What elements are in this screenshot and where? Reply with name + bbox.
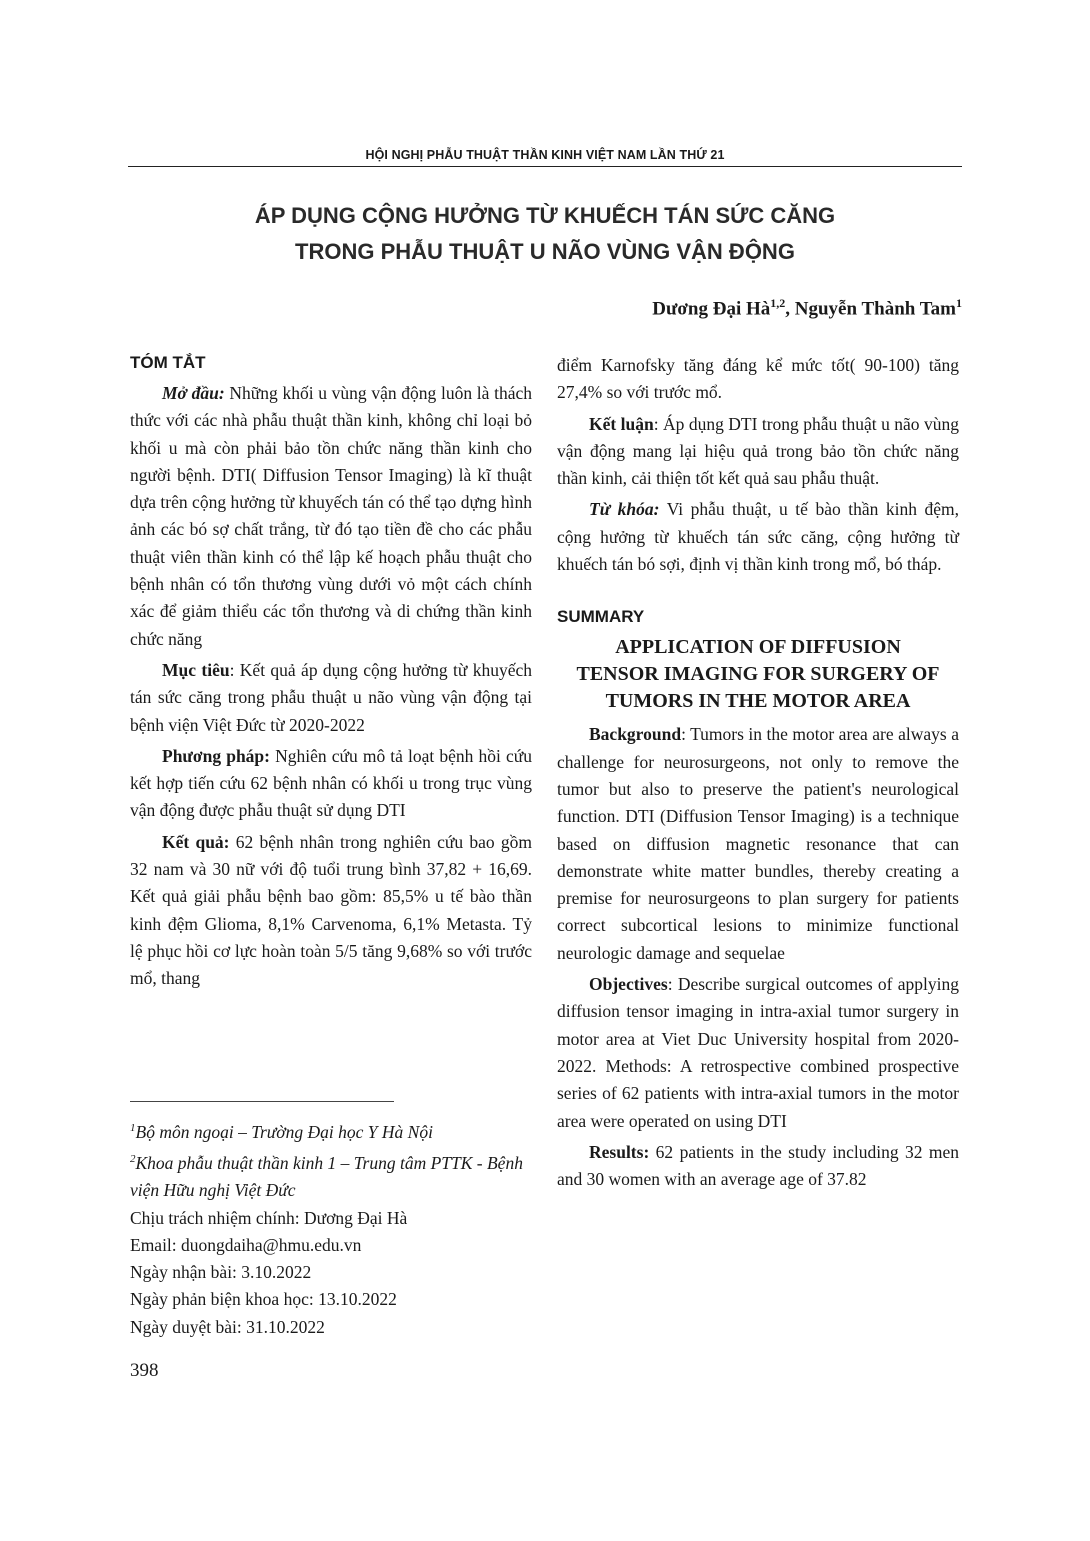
en-title-line-1: APPLICATION OF DIFFUSION (615, 636, 901, 659)
date-reviewed: Ngày phản biện khoa học: 13.10.2022 (130, 1289, 397, 1310)
en-background-text: : Tumors in the motor area are always a challenge for neurosurgeons, not only to remove the tumor but also to preserve the patient's neurological function. DTI (Diffusion Tensor Imaging) is a technique based on diffusion magnetic resonance that can demonstrate white matter bundles, thereby creating a premise for neurosurgeons to plan surgery for patients correct subcortical lesions to minimize functional neurologic damage and sequelae (557, 724, 959, 963)
affiliation-2-mark: 2 (130, 1153, 136, 1166)
corresponding-author: Chịu trách nhiệm chính: Dương Đại Hà (130, 1207, 408, 1228)
right-column (557, 352, 959, 1197)
vi-abstract-heading: TÓM TẮT (130, 353, 206, 372)
vi-conclusion-text: : Áp dụng DTI trong phẫu thuật u não vùng vận động mang lại hiệu quả trong bảo tồn chức năng thần kinh, cải thiện tốt kết quả sau phẫu thuật. (557, 413, 959, 489)
en-title-line-3: TUMORS IN THE MOTOR AREA (605, 690, 911, 713)
vi-conclusion-label: Kết luận (589, 413, 654, 434)
running-header: HỘI NGHỊ PHẪU THUẬT THẦN KINH VIỆT NAM LẦN THỨ 21 (365, 148, 725, 162)
vi-results-text: 62 bệnh nhân trong nghiên cứu bao gồm 32 nam và 30 nữ với độ tuổi trung bình 37,82 + 16,69. Kết quả giải phẫu bệnh bao gồm: 85,5% u tế bào thần kinh đệm Glioma, 8,1% Carvenoma, 6,1% Metasta. Tỷ lệ phục hồi cơ lực hoàn toàn 5/5 tăng 9,68% so với trước mổ, thang (130, 831, 532, 989)
en-results-paragraph (557, 1139, 959, 1194)
vi-objective-label: Mục tiêu (162, 659, 230, 680)
en-objectives-label: Objectives (589, 974, 668, 995)
left-column (130, 350, 532, 997)
affiliation-2-text: Khoa phẫu thuật thần kinh 1 – Trung tâm PTTK - Bệnh viện Hữu nghị Việt Đức (130, 1152, 523, 1201)
en-results-text: 62 patients in the study including 32 men and 30 women with an average age of 37.82 (557, 1141, 959, 1190)
vi-intro-label: Mở đầu: (162, 383, 225, 403)
vi-objective-text: : Kết quả áp dụng cộng hưởng từ khuyếch tán sức căng trong phẫu thuật u não vùng vận động tại bệnh viện Việt Đức từ 2020-2022 (130, 659, 532, 735)
author-list (652, 296, 962, 320)
footnote-rule (130, 1101, 394, 1102)
vi-results-continued: điểm Karnofsky tăng đáng kể mức tốt( 90-100) tăng 27,4% so với trước mổ. (557, 355, 959, 403)
en-objectives-paragraph (557, 971, 959, 1135)
vi-results-label: Kết quả: (162, 831, 230, 852)
date-received: Ngày nhận bài: 3.10.2022 (130, 1262, 312, 1283)
author-2-affiliation: 1 (956, 296, 962, 310)
en-title (557, 634, 959, 715)
affiliation-1-text: Bộ môn ngoại – Trường Đại học Y Hà Nội (135, 1121, 433, 1142)
footnotes (130, 1115, 550, 1341)
en-background-label: Background (589, 724, 682, 745)
vi-method-label: Phương pháp: (162, 745, 270, 766)
en-objectives-text: : Describe surgical outcomes of applying diffusion tensor imaging in intra-axial tumor surgery in motor area at Viet Duc University hospital from 2020-2022. Methods: A retrospective combined prospective series of 62 patients with intra-axial tumors in the motor area were operated on using DTI (557, 974, 959, 1131)
en-results-label: Results: (589, 1141, 650, 1162)
affiliation-1-mark: 1 (130, 1122, 136, 1134)
vi-method-text: Nghiên cứu mô tả loạt bệnh hồi cứu kết hợp tiến cứu 62 bệnh nhân có khối u trong trục vùng vận động được phẫu thuật sử dụng DTI (130, 745, 532, 821)
author-1-affiliation: 1,2 (770, 296, 786, 310)
en-background-paragraph (557, 721, 959, 967)
author-separator: , (785, 298, 795, 320)
corresponding-email: Email: duongdaiha@hmu.edu.vn (130, 1234, 362, 1255)
vi-results-paragraph (130, 829, 532, 993)
vi-conclusion-paragraph (557, 411, 959, 493)
en-title-line-2: TENSOR IMAGING FOR SURGERY OF (576, 663, 940, 686)
vi-intro-text: Những khối u vùng vận động luôn là thách thức với các nhà phẫu thuật thần kinh, không chỉ loại bỏ khối u mà còn phải bảo tồn chức năng thần kinh cho người bệnh. DTI( Diffusion Tensor Imaging) là kĩ thuật dựa trên cộng hưởng từ khuyếch tán có thể tạo dựng hình ảnh các bó sợ chất trắng, từ đó tạo tiền đề cho các phẫu thuật viên thần kinh có thể lập kế hoạch phẫu thuật cho bệnh nhân có tổn thương vùng dưới vỏ một cách chính xác để giảm thiểu các tổn thương và di chứng thần kinh chức năng (130, 383, 533, 649)
en-abstract-heading: SUMMARY (557, 607, 645, 627)
vi-keywords-paragraph (557, 496, 959, 578)
vi-intro-paragraph (130, 380, 532, 653)
date-approved: Ngày duyệt bài: 31.10.2022 (130, 1316, 325, 1337)
author-1: Dương Đại Hà (652, 298, 771, 320)
vi-objective-paragraph (130, 657, 532, 739)
vi-method-paragraph (130, 743, 532, 825)
header-rule (128, 166, 962, 167)
title-line-1: ÁP DỤNG CỘNG HƯỞNG TỪ KHUẾCH TÁN SỨC CĂNG (254, 203, 836, 228)
title-line-2: TRONG PHẪU THUẬT U NÃO VÙNG VẬN ĐỘNG (295, 239, 795, 264)
vi-keywords-label: Từ khóa: (589, 499, 660, 520)
article-title (128, 198, 962, 270)
affiliation-2 (130, 1146, 550, 1204)
author-2: Nguyễn Thành Tam (794, 298, 956, 320)
affiliation-1 (130, 1115, 550, 1146)
vi-keywords-text: Vi phẫu thuật, u tế bào thần kinh đệm, cộng hưởng từ khuếch tán sức căng, cộng hưởng từ khuếch tán bó sợi, định vị thần kinh trong mổ, bó tháp. (557, 499, 959, 575)
page-number: 398 (130, 1360, 159, 1381)
